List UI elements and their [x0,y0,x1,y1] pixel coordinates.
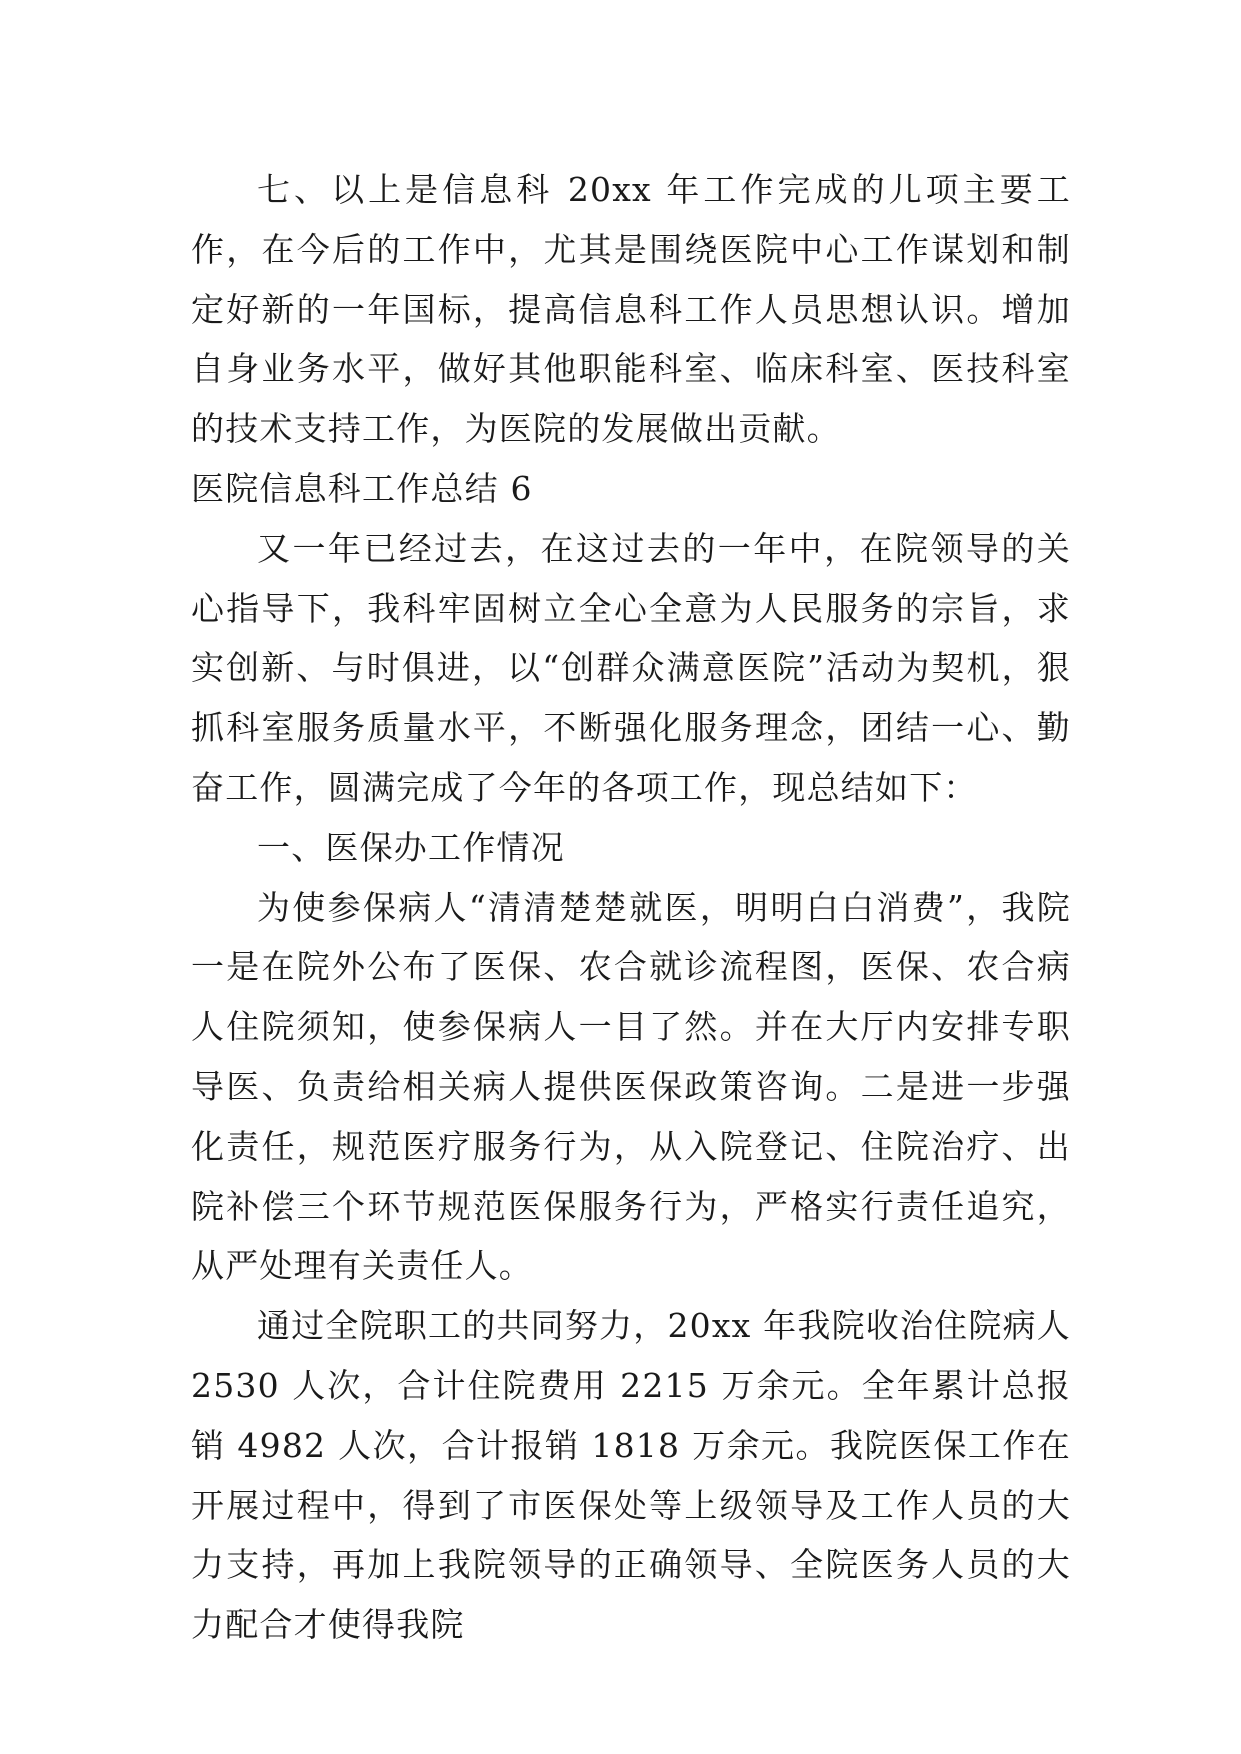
paragraph-insurance-statistics: 通过全院职工的共同努力，20xx 年我院收治住院病人 2530 人次，合计住院费用 2215 万余元。全年累计总报销 4982 人次，合计报销 1818 万余元。我院医保工作在开展过程中，得到了市医保处等上级领导及工作人员的大力支持，再加上我院领导的正确领导、全院医务人员的大力配合才使得我院 [191,1306,1071,1645]
paragraph-section-seven: 七、以上是信息科 20xx 年工作完成的儿项主要工作，在今后的工作中，尤其是围绕医院中心工作谋划和制定好新的一年国标，提高信息科工作人员思想认识。增加自身业务水平，做好其他职能科室、临床科室、医技科室的技术支持工作，为医院的发展做出贡献。 [191,170,1071,449]
paragraph-insurance-measures: 为使参保病人“清清楚楚就医，明明白白消费”，我院一是在院外公布了医保、农合就诊流程图，医保、农合病人住院须知，使参保病人一目了然。并在大厅内安排专职导医、负责给相关病人提供医保政策咨询。二是进一步强化责任，规范医疗服务行为，从入院登记、住院治疗、出院补偿三个环节规范医保服务行为，严格实行责任追究，从严处理有关责任人。 [191,887,1071,1286]
subsection-heading: 一、医保办工作情况 [257,827,565,867]
paragraph-intro: 又一年已经过去，在这过去的一年中，在院领导的关心指导下，我科牢固树立全心全意为人民服务的宗旨，求实创新、与时俱进，以“创群众满意医院”活动为契机，狠抓科室服务质量水平，不断强化服务理念，团结一心、勤奋工作，圆满完成了今年的各项工作，现总结如下： [191,528,1071,807]
document-body [191,160,1071,1655]
section-title: 医院信息科工作总结 6 [191,468,533,508]
